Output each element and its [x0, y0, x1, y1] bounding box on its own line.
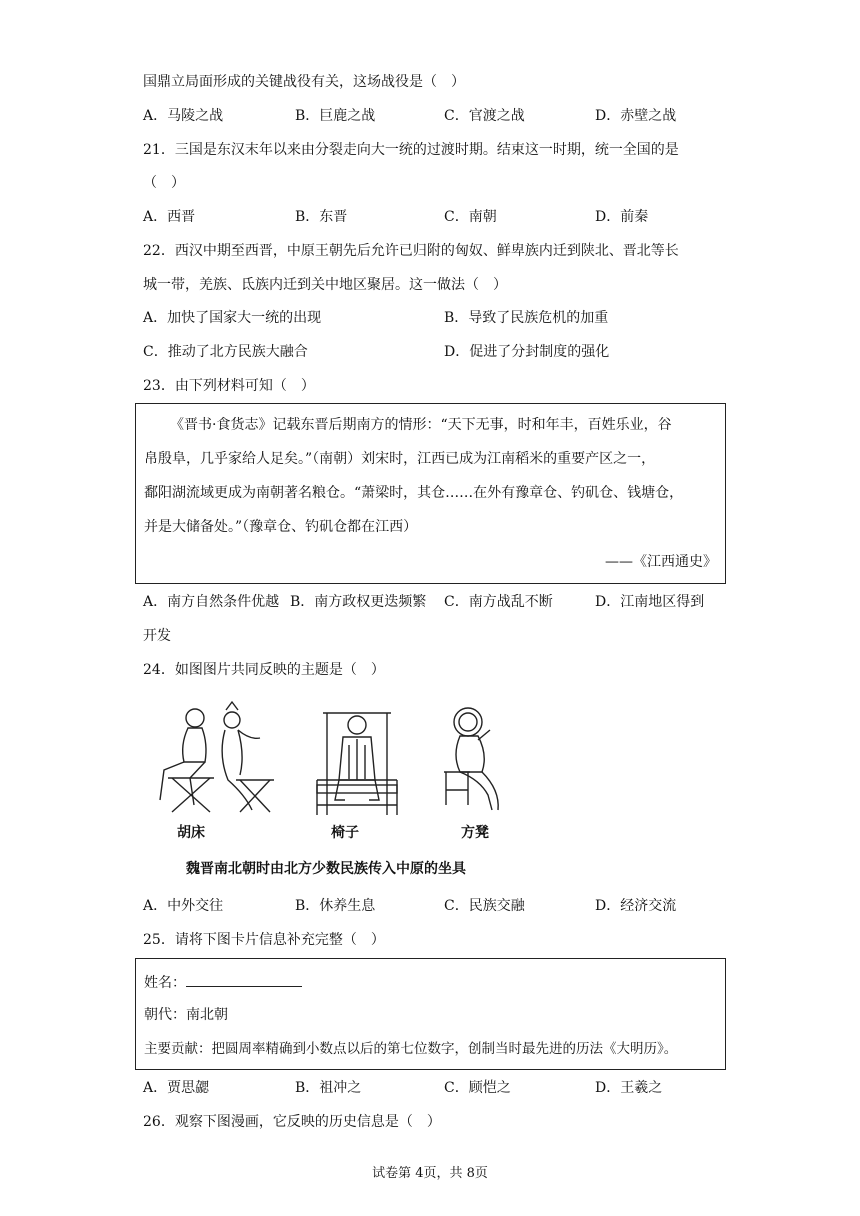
q23-material-source: ——《江西通史》	[605, 554, 717, 570]
q21-stem-line2: （ ）	[143, 175, 185, 191]
card-name-blank	[186, 972, 302, 987]
card-name-row	[144, 972, 302, 993]
q22-option-c: C．推动了北方民族大融合	[143, 344, 308, 360]
q24-option-a: A．中外交往	[143, 898, 224, 914]
q25-option-d: D．王羲之	[595, 1080, 663, 1096]
q25-option-b: B．祖冲之	[295, 1080, 362, 1096]
q23-material-line2: 帛殷阜，几乎家给人足矣。”（南朝）刘宋时，江西已成为江南稻米的重要产区之一，	[144, 451, 656, 467]
q23-material-line3: 鄱阳湖流域更成为南朝著名粮仓。“萧梁时，其仓……在外有豫章仓、钓矶仓、钱塘仓，	[144, 485, 684, 501]
card-dynasty: 朝代：南北朝	[144, 1007, 228, 1023]
hu-chuang-illustration	[150, 700, 280, 820]
q23-stem: 23．由下列材料可知（ ）	[143, 378, 315, 394]
q21-option-d: D．前秦	[595, 209, 649, 225]
q22-option-b: B．导致了民族危机的加重	[444, 310, 609, 326]
q24-option-d: D．经济交流	[595, 898, 677, 914]
q20-stem-tail: 国鼎立局面形成的关键战役有关，这场战役是（ ）	[143, 74, 465, 90]
q22-option-d: D．促进了分封制度的强化	[444, 344, 610, 360]
figure-label-huchuang: 胡床	[177, 825, 205, 841]
card-name-label: 姓名：	[144, 975, 186, 991]
q25-option-a: A．贾思勰	[143, 1080, 210, 1096]
q20-option-c: C．官渡之战	[444, 108, 525, 124]
q23-option-b: B．南方政权更迭频繁	[290, 594, 427, 610]
chair-illustration	[305, 705, 405, 820]
figure-label-square-stool: 方凳	[461, 825, 489, 841]
q22-option-a: A．加快了国家大一统的出现	[143, 310, 322, 326]
q25-info-card	[135, 958, 726, 1070]
q23-option-a: A．南方自然条件优越	[143, 594, 280, 610]
q24-option-b: B．休养生息	[295, 898, 376, 914]
q22-stem-line2: 城一带，羌族、氐族内迁到关中地区聚居。这一做法（ ）	[143, 277, 507, 293]
q26-stem: 26．观察下图漫画，它反映的历史信息是（ ）	[143, 1114, 441, 1130]
q21-option-b: B．东晋	[295, 209, 348, 225]
page-footer: 试卷第 4页，共 8页	[372, 1166, 488, 1181]
figure-caption: 魏晋南北朝时由北方少数民族传入中原的坐具	[186, 861, 466, 877]
q20-option-b: B．巨鹿之战	[295, 108, 376, 124]
q21-option-c: C．南朝	[444, 209, 497, 225]
q23-option-d-wrap: 开发	[143, 628, 171, 644]
q25-option-c: C．顾恺之	[444, 1080, 511, 1096]
q22-stem-line1: 22．西汉中期至西晋，中原王朝先后允许已归附的匈奴、鲜卑族内迁到陕北、晋北等长	[143, 243, 679, 259]
q23-option-c: C．南方战乱不断	[444, 594, 553, 610]
q23-material-line1: 《晋书·食货志》记载东晋后期南方的情形：“天下无事，时和年丰，百姓乐业，谷	[170, 417, 672, 433]
q20-option-d: D．赤壁之战	[595, 108, 677, 124]
q21-option-a: A．西晋	[143, 209, 196, 225]
q25-stem: 25．请将下图卡片信息补充完整（ ）	[143, 932, 385, 948]
card-contribution: 主要贡献：把圆周率精确到小数点以后的第七位数字，创制当时最先进的历法《大明历》。	[144, 1041, 678, 1057]
q21-stem-line1: 21．三国是东汉末年以来由分裂走向大一统的过渡时期。结束这一时期，统一全国的是	[143, 142, 679, 158]
q24-stem: 24．如图图片共同反映的主题是（ ）	[143, 662, 385, 678]
q20-option-a: A．马陵之战	[143, 108, 224, 124]
figure-label-chair: 椅子	[331, 825, 359, 841]
q23-material-box	[135, 403, 726, 584]
square-stool-illustration	[430, 700, 510, 820]
q23-material-line4: 并是大储备处。”（豫章仓、钓矶仓都在江西）	[144, 519, 418, 535]
q24-option-c: C．民族交融	[444, 898, 525, 914]
q23-option-d: D．江南地区得到	[595, 594, 705, 610]
